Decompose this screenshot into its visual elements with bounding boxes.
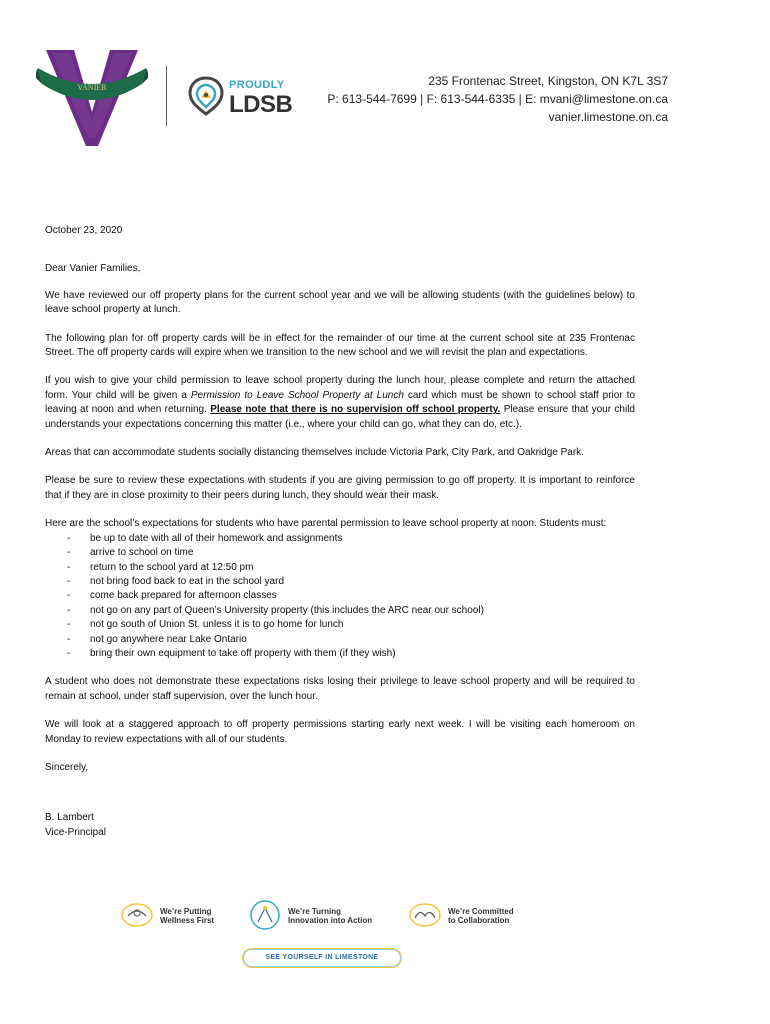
signer-name: B. Lambert bbox=[45, 812, 94, 824]
signature-space bbox=[45, 789, 635, 811]
paragraph-7: A student who does not demonstrate these expectations risks losing their privilege to leave school property and will be required to remain at school, under staff supervision, over the lunch hour. bbox=[45, 676, 635, 702]
expectation-text: be up to date with all of their homework and assignments bbox=[90, 532, 343, 544]
footer-innovation bbox=[248, 898, 388, 932]
expectation-item bbox=[45, 647, 635, 661]
expectation-item bbox=[45, 633, 635, 647]
expectation-text: not bring food back to eat in the school yard bbox=[90, 575, 285, 587]
expectation-item bbox=[45, 589, 635, 603]
innovation-icon bbox=[248, 898, 282, 932]
vanier-logo-text: VANIER bbox=[77, 83, 107, 92]
ldsb-proudly: PROUDLY bbox=[229, 79, 285, 91]
expectation-text: arrive to school on time bbox=[90, 547, 194, 559]
no-supervision-note: Please note that there is no supervision off school property. bbox=[210, 404, 501, 416]
vanier-logo bbox=[36, 46, 148, 150]
footer-innovation-line1: We’re Turning bbox=[288, 907, 342, 916]
footer-wellness-text bbox=[160, 907, 214, 925]
bullet-dash: - bbox=[67, 633, 71, 645]
school-address bbox=[327, 72, 668, 126]
expectations-intro: Here are the school’s expectations for students who have parental permission to leave school property at noon. Students must: bbox=[45, 518, 607, 530]
collaboration-icon bbox=[408, 898, 442, 932]
footer-innovation-line2: Innovation into Action bbox=[288, 916, 373, 925]
signer-title: Vice-Principal bbox=[45, 826, 106, 838]
expectations-list bbox=[45, 532, 635, 662]
header-divider bbox=[166, 66, 167, 126]
ldsb-logo-text bbox=[229, 80, 292, 117]
expectation-text: not go south of Union St. unless it is to go home for lunch bbox=[90, 619, 344, 631]
paragraph-3-text-c: Please ensure that your child understands your expectations concerning this matter (i.e., where your child can go, what they can do, etc.). bbox=[45, 404, 635, 430]
letter-body bbox=[45, 224, 635, 840]
bullet-dash: - bbox=[67, 604, 71, 616]
bullet-dash: - bbox=[67, 619, 71, 631]
wellness-icon bbox=[120, 898, 154, 932]
bullet-dash: - bbox=[67, 590, 71, 602]
contact-line: P: 613-544-7699 | F: 613-544-6335 | E: mvani@limestone.on.ca bbox=[327, 92, 668, 106]
footer-wellness-line1: We’re Putting bbox=[160, 907, 212, 916]
bullet-dash: - bbox=[67, 575, 71, 587]
expectation-text: not go anywhere near Lake Ontario bbox=[90, 633, 247, 645]
footer-collaboration-line1: We’re Committed bbox=[448, 907, 514, 916]
expectation-item bbox=[45, 532, 635, 546]
footer-collaboration bbox=[408, 898, 538, 932]
permission-card-name: Permission to Leave School Property at Lunch bbox=[190, 389, 404, 401]
expectation-item bbox=[45, 604, 635, 618]
expectation-item bbox=[45, 561, 635, 575]
expectation-text: come back prepared for afternoon classes bbox=[90, 590, 277, 602]
expectation-text: bring their own equipment to take off property with them (if they wish) bbox=[90, 647, 396, 659]
footer-collaboration-text bbox=[448, 907, 514, 925]
paragraph-1: We have reviewed our off property plans for the current school year and we will be allowing students (with the guidelines below) to leave school property at lunch. bbox=[45, 289, 635, 316]
ldsb-name: LDSB bbox=[229, 91, 293, 118]
closing: Sincerely, bbox=[45, 761, 89, 773]
letter-date: October 23, 2020 bbox=[45, 225, 123, 236]
ldsb-logo-icon bbox=[188, 76, 224, 116]
paragraph-3-text-b: card which must be shown to school staff prior to leaving at noon and when returning. bbox=[45, 389, 635, 416]
paragraph-4: Areas that can accommodate students socially distancing themselves include Victoria Park, City Park, and Oakridge Park. bbox=[45, 447, 584, 459]
bullet-dash: - bbox=[67, 561, 71, 573]
footer-collaboration-line2: to Collaboration bbox=[448, 916, 510, 925]
website-line: vanier.limestone.on.ca bbox=[548, 110, 668, 124]
bullet-dash: - bbox=[67, 532, 71, 544]
expectation-item bbox=[45, 575, 635, 589]
bullet-dash: - bbox=[67, 547, 71, 559]
footer-innovation-text bbox=[288, 907, 372, 925]
paragraph-8: We will look at a staggered approach to off property permissions starting early next week. I will be visiting each homeroom on Monday to review expectations with all of our students. bbox=[45, 719, 635, 745]
paragraph-3-text-a: If you wish to give your child permission to leave school property during the lunch hour, please complete and return the attached form. Your child will be given a bbox=[45, 375, 635, 401]
see-yourself-tagline: SEE YOURSELF IN LIMESTONE bbox=[242, 948, 402, 968]
expectation-item bbox=[45, 546, 635, 560]
bullet-dash: - bbox=[67, 647, 71, 659]
expectation-text: return to the school yard at 12:50 pm bbox=[90, 561, 254, 573]
paragraph-3 bbox=[45, 374, 635, 432]
paragraph-2: The following plan for off property cards will be in effect for the remainder of our time at the current school site at 235 Frontenac Street. The off property cards will expire when we transition to the new school and we will revisit the plan and expectations. bbox=[45, 332, 635, 359]
expectation-item bbox=[45, 618, 635, 632]
expectation-text: not go on any part of Queen’s University property (this includes the ARC near our school) bbox=[90, 604, 484, 616]
address-line: 235 Frontenac Street, Kingston, ON K7L 3S7 bbox=[428, 74, 668, 88]
letter-greeting: Dear Vanier Families, bbox=[45, 263, 141, 275]
footer-wellness-line2: Wellness First bbox=[160, 916, 215, 925]
footer-wellness bbox=[120, 898, 240, 932]
paragraph-5: Please be sure to review these expectations with students if you are giving permission to go off property. It is important to reinforce that if they are in close proximity to their peers during lunch, they should wear their mask. bbox=[45, 475, 635, 501]
